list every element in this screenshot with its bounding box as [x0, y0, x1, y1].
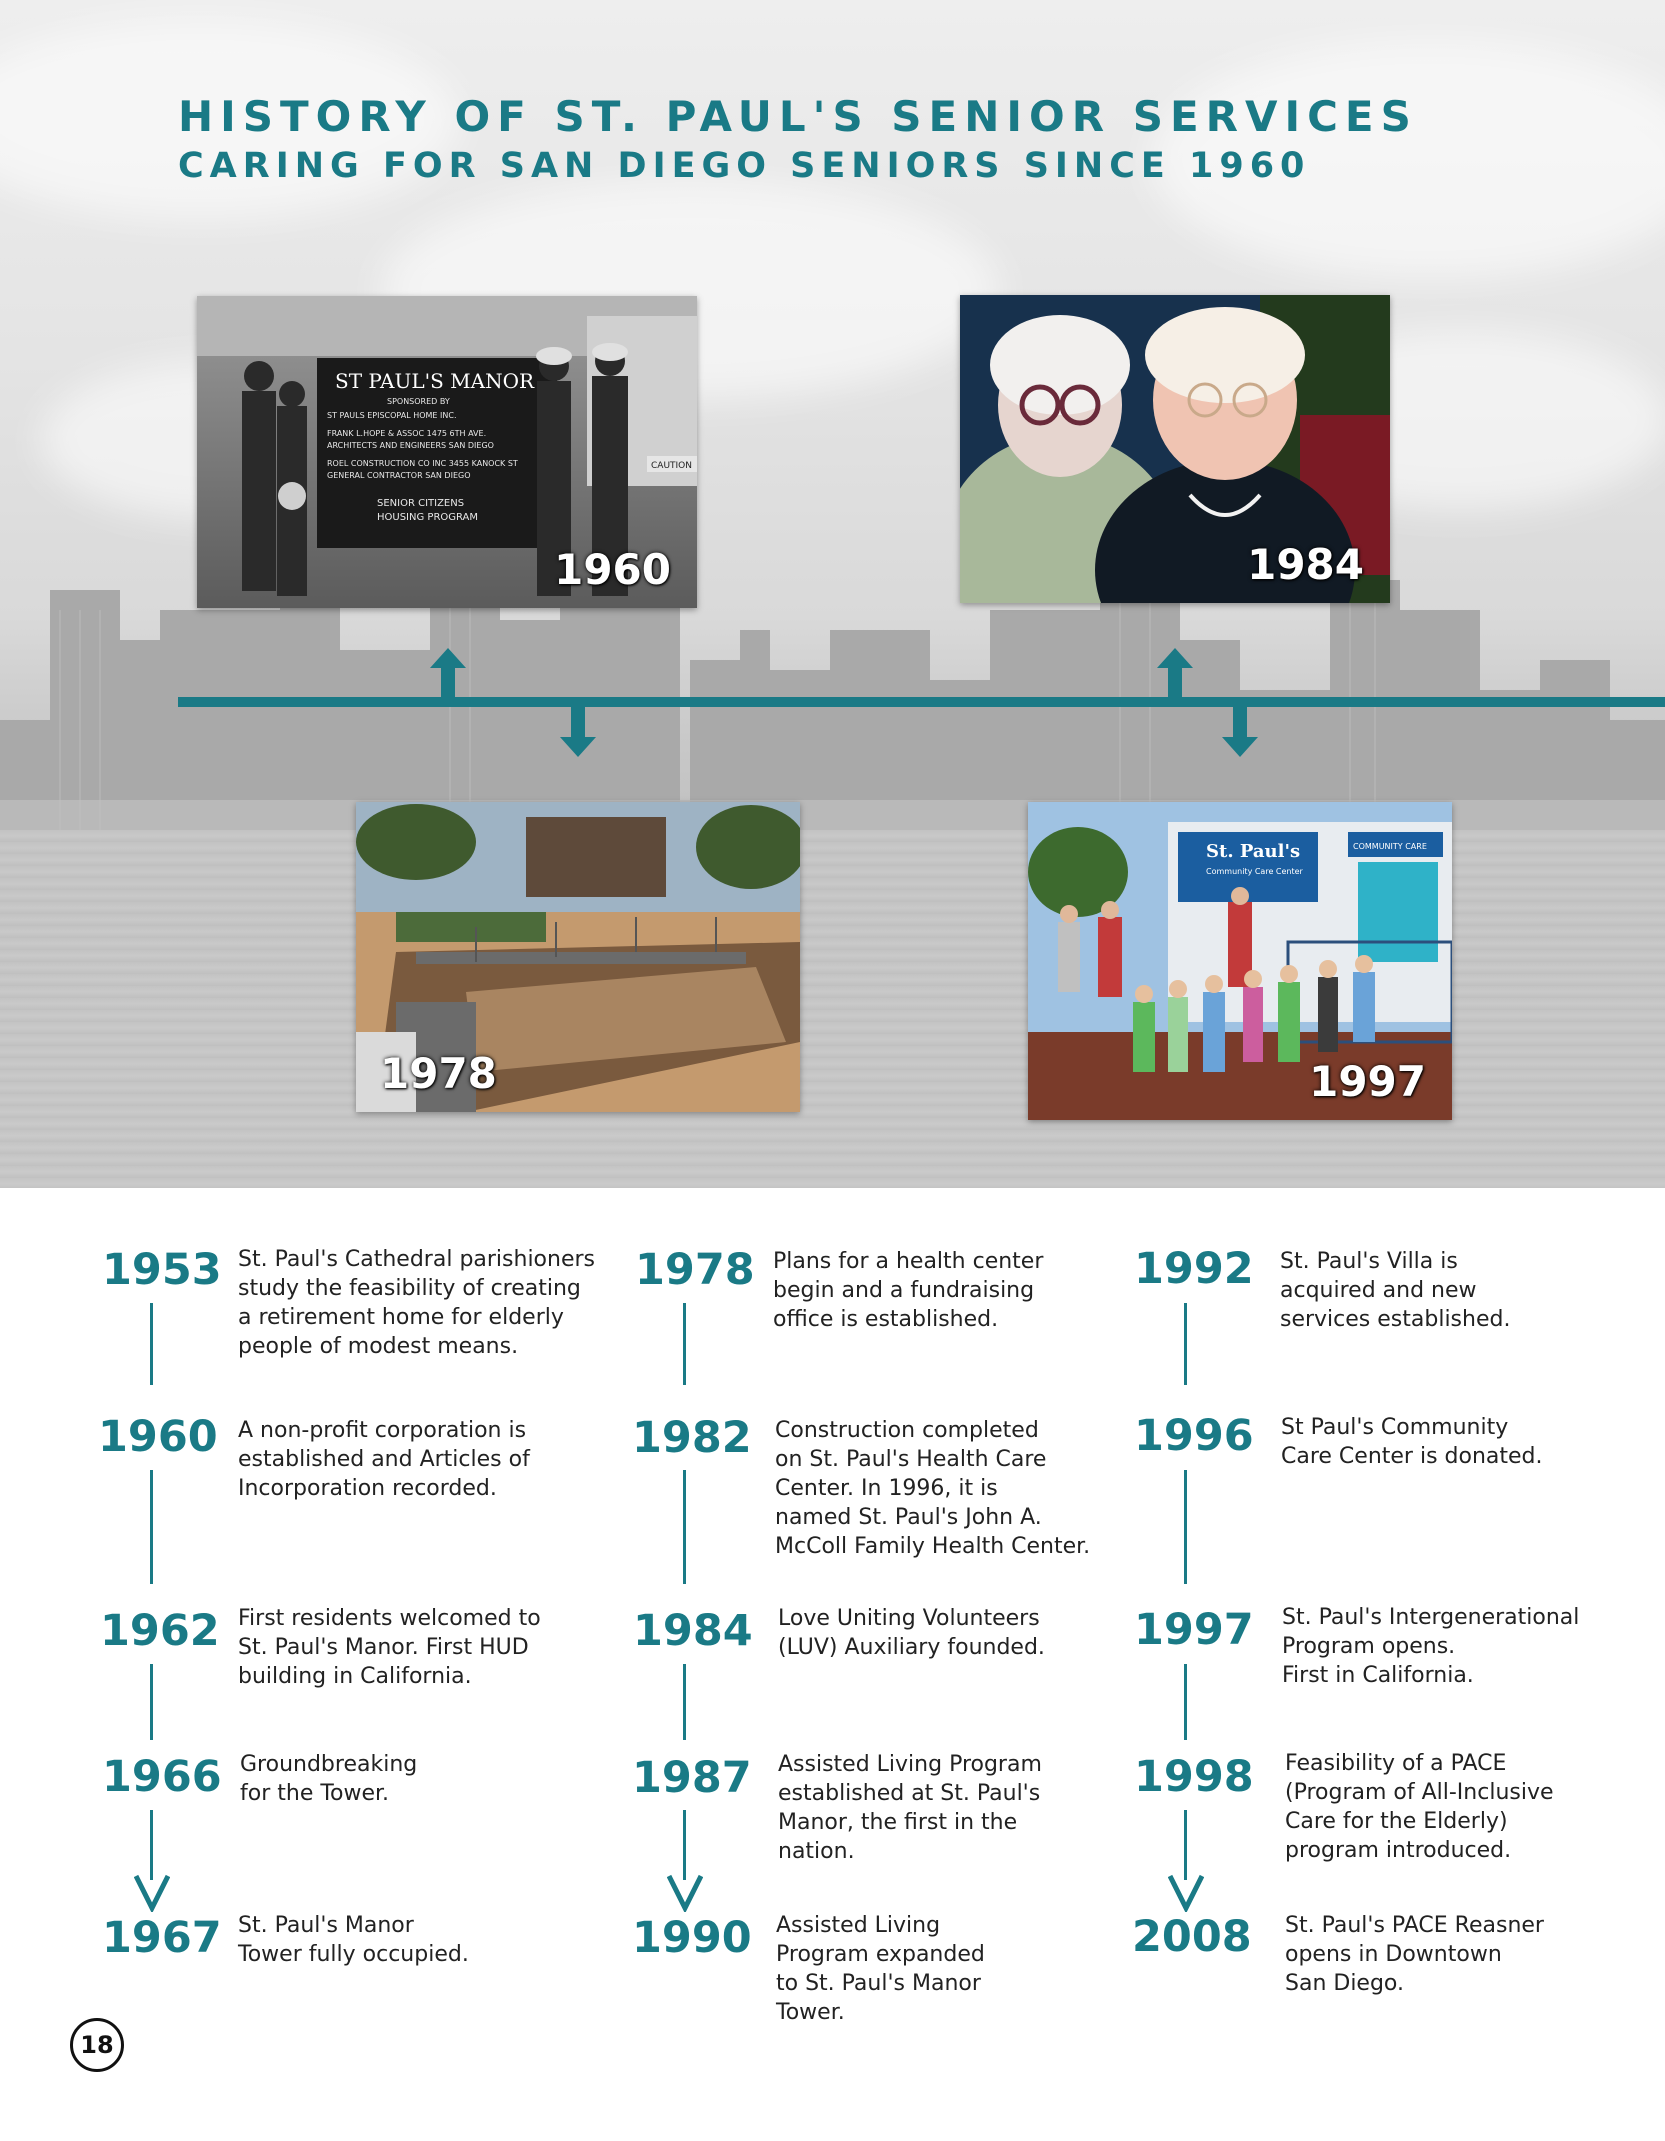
timeline-description: First residents welcomed to St. Paul's Manor. First HUD building in California.: [238, 1606, 541, 1689]
timeline-year: 2008: [1132, 1912, 1252, 1962]
svg-text:ST PAUL'S MANOR: ST PAUL'S MANOR: [335, 369, 535, 393]
timeline-year: 1960: [98, 1412, 218, 1462]
timeline-year: 1987: [632, 1753, 752, 1803]
timeline-year: 1998: [1134, 1752, 1254, 1802]
timeline-description: Feasibility of a PACE (Program of All-Inclusive Care for the Elderly) program introduced.: [1285, 1751, 1554, 1863]
svg-text:HOUSING PROGRAM: HOUSING PROGRAM: [377, 512, 479, 523]
timeline-year: 1953: [102, 1245, 222, 1295]
svg-text:CAUTION: CAUTION: [651, 461, 692, 471]
arrow-down-icon: [1220, 705, 1260, 757]
svg-text:St. Paul's: St. Paul's: [1206, 841, 1301, 862]
timeline-year: 1982: [632, 1413, 752, 1463]
timeline-year: 1984: [633, 1606, 753, 1656]
arrow-up-icon: [1155, 648, 1195, 700]
page-subtitle: CARING FOR SAN DIEGO SENIORS SINCE 1960: [178, 146, 1311, 186]
timeline-year: 1966: [102, 1752, 222, 1802]
timeline-description: St. Paul's Intergenerational Program opens. First in California.: [1282, 1605, 1580, 1688]
photo-year-label: 1984: [1247, 540, 1364, 589]
timeline-description: St Paul's Community Care Center is donated.: [1281, 1415, 1543, 1469]
timeline-description: St. Paul's PACE Reasner opens in Downtown San Diego.: [1285, 1913, 1544, 1996]
page-title: HISTORY OF ST. PAUL'S SENIOR SERVICES: [178, 92, 1418, 141]
arrow-down-icon: [1168, 1872, 1204, 1912]
timeline-year: 1990: [632, 1913, 752, 1963]
timeline-connector: [1184, 1470, 1187, 1584]
photo-1984: [960, 295, 1390, 603]
timeline-description: Assisted Living Program expanded to St. Paul's Manor Tower.: [776, 1913, 985, 2025]
timeline-description: Groundbreaking for the Tower.: [240, 1752, 418, 1806]
timeline-year: 1996: [1134, 1411, 1254, 1461]
photo-1960: [197, 296, 697, 608]
photo-year-label: 1978: [380, 1049, 497, 1098]
timeline-year: 1967: [102, 1913, 222, 1963]
timeline-year: 1992: [1134, 1244, 1254, 1294]
arrow-down-icon: [134, 1872, 170, 1912]
timeline-connector: [683, 1664, 686, 1740]
arrow-down-icon: [558, 705, 598, 757]
svg-text:SPONSORED BY: SPONSORED BY: [387, 397, 450, 406]
arrow-down-icon: [667, 1872, 703, 1912]
svg-text:FRANK L.HOPE & ASSOC 1475 6TH: FRANK L.HOPE & ASSOC 1475 6TH AVE.: [327, 429, 487, 438]
svg-text:GENERAL CONTRACTOR SAN DIEGO: GENERAL CONTRACTOR SAN DIEGO: [327, 471, 471, 480]
photo-year-label: 1997: [1309, 1057, 1426, 1106]
timeline-description: Love Uniting Volunteers (LUV) Auxiliary founded.: [778, 1606, 1045, 1660]
timeline-connector: [1184, 1810, 1187, 1880]
timeline-connector: [150, 1470, 153, 1584]
timeline-connector: [1184, 1303, 1187, 1385]
timeline-connector: [150, 1303, 153, 1385]
timeline-year: 1997: [1134, 1605, 1254, 1655]
timeline-description: St. Paul's Villa is acquired and new services established.: [1280, 1249, 1511, 1332]
photo-1978: [356, 802, 800, 1112]
svg-text:COMMUNITY CARE: COMMUNITY CARE: [1353, 842, 1427, 851]
timeline-connector: [683, 1810, 686, 1880]
svg-text:ARCHITECTS AND ENGINEERS SAN: ARCHITECTS AND ENGINEERS SAN DIEGO: [327, 441, 494, 450]
timeline-description: A non-profit corporation is established and Articles of Incorporation recorded.: [238, 1418, 530, 1501]
timeline-bar: [178, 697, 1665, 707]
timeline-connector: [150, 1810, 153, 1880]
page-number: 18: [70, 2018, 124, 2072]
timeline-year: 1962: [100, 1606, 220, 1656]
photo-year-label: 1960: [554, 545, 671, 594]
timeline-description: Construction completed on St. Paul's Health Care Center. In 1996, it is named St. Paul's John A. McColl Family Health Center.: [775, 1418, 1091, 1559]
timeline-year: 1978: [635, 1245, 755, 1295]
timeline-description: Assisted Living Program established at St. Paul's Manor, the first in the nation.: [778, 1752, 1042, 1864]
arrow-up-icon: [428, 648, 468, 700]
svg-text:Community Care Center: Community Care Center: [1206, 867, 1303, 876]
svg-text:ST PAULS EPISCOPAL HOME INC.: ST PAULS EPISCOPAL HOME INC.: [327, 411, 457, 420]
timeline-description: Plans for a health center begin and a fundraising office is established.: [773, 1249, 1044, 1332]
timeline-connector: [1184, 1664, 1187, 1740]
svg-text:SENIOR CITIZENS: SENIOR CITIZENS: [377, 498, 465, 509]
timeline-description: St. Paul's Manor Tower fully occupied.: [238, 1913, 469, 1967]
timeline-connector: [150, 1664, 153, 1740]
timeline-connector: [683, 1303, 686, 1385]
svg-text:ROEL CONSTRUCTION CO INC 3455: ROEL CONSTRUCTION CO INC 3455 KANOCK ST: [327, 459, 518, 468]
photo-1997: [1028, 802, 1452, 1120]
timeline-description: St. Paul's Cathedral parishioners study the feasibility of creating a retirement home for elderly people of modest means.: [238, 1247, 596, 1359]
timeline-connector: [683, 1470, 686, 1584]
